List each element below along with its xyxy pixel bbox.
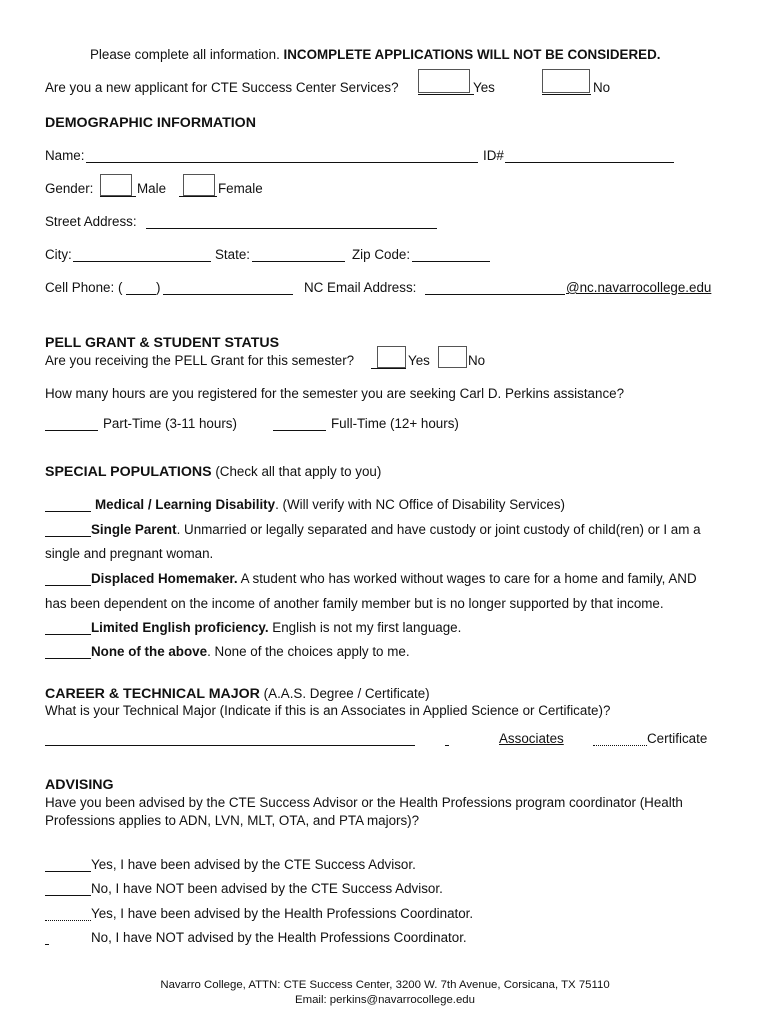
special-english-row (91, 620, 461, 636)
new-applicant-yes-label: Yes (473, 80, 495, 95)
special-medical-title: Medical / Learning Disability (95, 497, 276, 512)
special-single-parent-title: Single Parent (91, 522, 177, 537)
state-label: State: (215, 247, 250, 262)
cell-label: Cell Phone: ( (45, 280, 123, 295)
special-homemaker-field[interactable] (45, 573, 91, 586)
advising-option-4-field[interactable] (45, 932, 49, 945)
gender-female-underline (179, 196, 217, 197)
special-homemaker-row (91, 571, 697, 587)
part-time-field[interactable] (45, 418, 98, 431)
advising-option-2-label: No, I have NOT been advised by the CTE Success Advisor. (91, 881, 443, 896)
special-homemaker-desc: A student who has worked without wages to care for a home and family, AND (237, 571, 697, 586)
special-single-parent-desc-cont: single and pregnant woman. (45, 546, 214, 561)
advising-question-line2: Professions applies to ADN, LVN, MLT, OTA, and PTA majors)? (45, 813, 420, 828)
intro-warning: INCOMPLETE APPLICATIONS WILL NOT BE CONSIDERED. (283, 47, 661, 62)
special-english-desc: English is not my first language. (268, 620, 462, 635)
advising-option-1-label: Yes, I have been advised by the CTE Success Advisor. (91, 857, 416, 872)
new-applicant-row (45, 80, 399, 96)
pell-yes-underline (371, 368, 406, 369)
intro-line (90, 47, 660, 63)
gender-male-checkbox[interactable] (100, 174, 132, 196)
career-heading: CAREER & TECHNICAL MAJOR (45, 686, 260, 702)
part-time-label: Part-Time (3-11 hours) (103, 416, 237, 431)
name-label: Name: (45, 148, 85, 163)
demographic-heading: DEMOGRAPHIC INFORMATION (45, 115, 256, 131)
advising-option-3-label: Yes, I have been advised by the Health Professions Coordinator. (91, 906, 474, 921)
new-applicant-yes-checkbox[interactable] (418, 69, 470, 93)
gender-male-underline (100, 196, 136, 197)
name-field[interactable] (86, 150, 478, 163)
id-field[interactable] (505, 150, 674, 163)
gender-male-label: Male (137, 181, 167, 196)
certificate-label: Certificate (647, 731, 708, 746)
career-heading-note: (A.A.S. Degree / Certificate) (263, 686, 430, 701)
special-english-title: Limited English proficiency. (91, 620, 269, 635)
special-heading: SPECIAL POPULATIONS (45, 464, 212, 480)
new-applicant-no-label: No (593, 80, 611, 95)
gender-label: Gender: (45, 181, 94, 196)
advising-heading: ADVISING (45, 777, 114, 793)
street-label: Street Address: (45, 214, 137, 229)
advising-option-4-label: No, I have NOT advised by the Health Professions Coordinator. (91, 930, 467, 945)
pell-no-label: No (468, 353, 486, 368)
cell-close-paren: ) (156, 280, 161, 295)
pell-no-checkbox[interactable] (438, 346, 467, 368)
hours-question: How many hours are you registered for the semester you are seeking Carl D. Perkins assistance? (45, 386, 625, 401)
certificate-field[interactable] (593, 733, 647, 746)
advising-option-1-field[interactable] (45, 859, 91, 872)
email-label: NC Email Address: (304, 280, 417, 295)
new-applicant-yes-underline (418, 94, 474, 95)
cell-number-field[interactable] (163, 282, 293, 295)
advising-option-2-field[interactable] (45, 883, 91, 896)
intro-text: Please complete all information. (90, 47, 284, 62)
city-label: City: (45, 247, 72, 262)
special-none-field[interactable] (45, 646, 91, 659)
technical-major-field[interactable] (45, 733, 415, 746)
pell-yes-label: Yes (408, 353, 430, 368)
new-applicant-no-underline (542, 94, 591, 95)
zip-label: Zip Code: (352, 247, 411, 262)
full-time-label: Full-Time (12+ hours) (331, 416, 459, 431)
email-domain: @nc.navarrocollege.edu (566, 280, 712, 295)
street-field[interactable] (146, 216, 437, 229)
gender-female-checkbox[interactable] (183, 174, 215, 196)
footer-email: Email: perkins@navarrocollege.edu (295, 994, 475, 1006)
pell-yes-checkbox[interactable] (377, 346, 406, 368)
id-label: ID# (483, 148, 504, 163)
footer-address: Navarro College, ATTN: CTE Success Center, 3200 W. 7th Avenue, Corsicana, TX 75110 (160, 979, 610, 991)
cell-area-code-field[interactable] (126, 282, 156, 295)
new-applicant-no-checkbox[interactable] (542, 69, 590, 93)
pell-question: Are you receiving the PELL Grant for this semester? (45, 353, 355, 368)
advising-question-line1: Have you been advised by the CTE Success Advisor or the Health Professions program coordinator (Health (45, 795, 683, 810)
email-field[interactable] (425, 282, 565, 295)
associates-label: Associates (499, 731, 564, 746)
special-medical-desc: . (Will verify with NC Office of Disability Services) (275, 497, 566, 512)
special-single-parent-desc: . Unmarried or legally separated and have custody or joint custody of child(ren) or I am a (176, 522, 701, 537)
zip-field[interactable] (412, 249, 490, 262)
special-homemaker-desc-cont: has been dependent on the income of another family member but is no longer supported by that income. (45, 596, 664, 611)
special-single-parent-field[interactable] (45, 524, 91, 537)
gender-female-label: Female (218, 181, 263, 196)
special-heading-note: (Check all that apply to you) (215, 464, 382, 479)
special-heading-row (45, 464, 381, 480)
pell-heading: PELL GRANT & STUDENT STATUS (45, 335, 280, 351)
associates-field[interactable] (445, 733, 449, 746)
special-single-parent-row (91, 522, 701, 538)
new-applicant-question: Are you a new applicant for CTE Success Center Services? (45, 80, 399, 95)
city-field[interactable] (73, 249, 211, 262)
special-none-title: None of the above (91, 644, 208, 659)
full-time-field[interactable] (273, 418, 326, 431)
advising-option-3-field[interactable] (45, 908, 91, 921)
special-medical-row (95, 497, 565, 513)
special-medical-field[interactable] (45, 499, 91, 512)
special-none-desc: . None of the choices apply to me. (207, 644, 410, 659)
career-heading-row (45, 686, 430, 702)
special-none-row (91, 644, 410, 660)
career-question: What is your Technical Major (Indicate if this is an Associates in Applied Science or Certificate)? (45, 703, 611, 718)
special-english-field[interactable] (45, 622, 91, 635)
state-field[interactable] (252, 249, 345, 262)
special-homemaker-title: Displaced Homemaker. (91, 571, 238, 586)
